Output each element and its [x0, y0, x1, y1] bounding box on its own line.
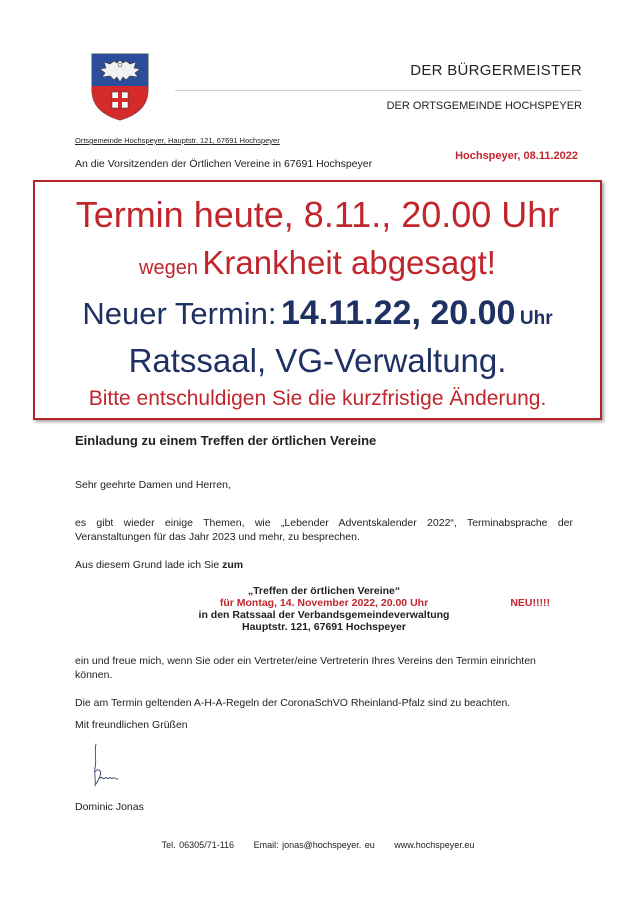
letterhead-title: DER BÜRGERMEISTER — [410, 62, 582, 79]
letter-subject: Einladung zu einem Treffen der örtlichen Vereine — [75, 433, 377, 448]
invitation-location: in den Ratssaal der Verbandsgemeindeverwaltung — [198, 609, 450, 621]
letter-footer — [0, 840, 636, 850]
signer-name: Dominic Jonas — [75, 801, 144, 813]
notice-reason — [35, 244, 600, 282]
notice-new-date — [35, 294, 600, 333]
letter-greeting: Sehr geehrte Damen und Herren, — [75, 479, 231, 491]
invitation-title: „Treffen der örtlichen Vereine“ — [247, 585, 401, 597]
cancellation-notice-box — [33, 180, 602, 420]
letter-paragraph-closing: ein und freue mich, wenn Sie oder ein Vertreter/eine Vertreterin Ihres Vereins den Termin einrichten können. — [75, 655, 536, 681]
handwritten-signature — [88, 742, 124, 790]
footer-website: www.hochspeyer.eu — [394, 840, 475, 850]
letterhead-divider — [175, 90, 582, 91]
letter-paragraph-rules: Die am Termin geltenden A-H-A-Regeln der CoronaSchVO Rheinland-Pfalz sind zu beachten. — [75, 697, 511, 709]
coat-of-arms-icon — [90, 52, 150, 122]
invitation-address: Hauptstr. 121, 67691 Hochspeyer — [241, 621, 406, 633]
notice-new-date-suffix: Uhr — [519, 308, 553, 329]
letter-paragraph-topics: es gibt wieder einige Themen, wie „Lebender Adventskalender 2022“, Terminabsprache der Veranstaltungen für das Jahr 2023 und mehr, zu besprechen. — [75, 517, 573, 543]
letter-closing: Mit freundlichen Grüßen — [75, 719, 188, 731]
invitation-date: für Montag, 14. November 2022, 20.00 Uhr — [219, 597, 429, 609]
invite-intro-text: Aus diesem Grund lade ich Sie — [75, 559, 220, 571]
invitation-block — [75, 585, 573, 633]
footer-phone: Tel. 06305/71-116 — [161, 840, 235, 850]
new-badge: NEU!!!!! — [510, 597, 550, 609]
letterhead-subtitle: DER ORTSGEMEINDE HOCHSPEYER — [386, 100, 582, 112]
recipient-line: An die Vorsitzenden der Örtlichen Vereine in 67691 Hochspeyer — [75, 158, 373, 170]
notice-location: Ratssaal, VG-Verwaltung. — [128, 342, 507, 379]
letter-date: Hochspeyer, 08.11.2022 — [455, 150, 578, 162]
notice-cancelled-date: Termin heute, 8.11., 20.00 Uhr — [75, 194, 560, 235]
notice-reason-prefix: wegen — [139, 257, 198, 279]
sender-address: Ortsgemeinde Hochspeyer, Hauptstr. 121, 67691 Hochspeyer — [75, 136, 280, 145]
letter-paragraph-invite — [75, 558, 243, 572]
invite-intro-bold: zum — [222, 559, 244, 571]
footer-email: Email: jonas@hochspeyer. eu — [253, 840, 375, 850]
notice-new-date-prefix: Neuer Termin: — [82, 296, 277, 331]
notice-apology: Bitte entschuldigen Sie die kurzfristige Änderung. — [88, 387, 547, 410]
notice-new-date-value: 14.11.22, 20.00 — [280, 294, 516, 332]
notice-reason-text: Krankheit abgesagt! — [202, 244, 496, 281]
